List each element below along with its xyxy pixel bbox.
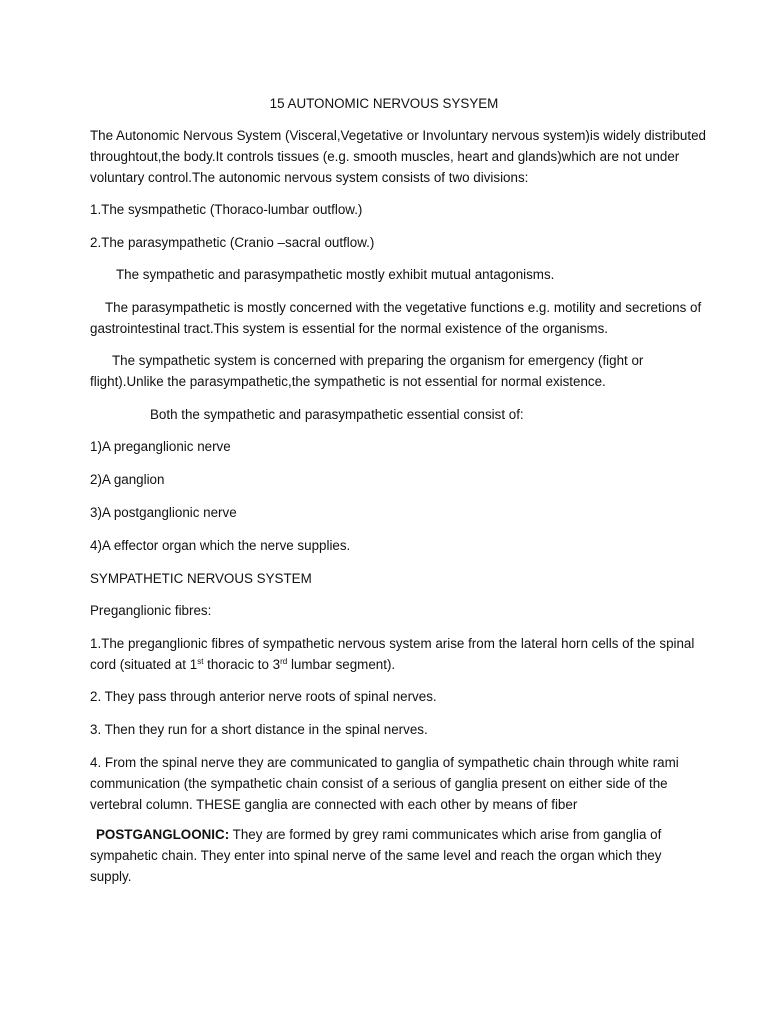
point-1-line-2: cord (situated at 1st thoracic to 3rd lumbar segment). <box>90 657 396 672</box>
division-1: 1.The sysmpathetic (Thoraco-lumbar outflow.) <box>90 202 363 217</box>
both-consist-text: Both the sympathetic and parasympathetic essential consist of: <box>150 407 524 422</box>
preganglionic-heading: Preganglionic fibres: <box>90 603 212 618</box>
point-3: 3. Then they run for a short distance in the spinal nerves. <box>90 722 428 737</box>
point-4-line-2: communication (the sympathetic chain consist of a serious of ganglia present on either side of the <box>90 776 668 791</box>
component-3: 3)A postganglionic nerve <box>90 505 237 520</box>
sympathetic-line-1: The sympathetic system is concerned with preparing the organism for emergency (fight or <box>112 353 644 368</box>
point-2: 2. They pass through anterior nerve roots of spinal nerves. <box>90 689 437 704</box>
parasympathetic-line-1: The parasympathetic is mostly concerned with the vegetative functions e.g. motility and secretions of <box>105 300 702 315</box>
component-1: 1)A preganglionic nerve <box>90 439 231 454</box>
division-2: 2.The parasympathetic (Cranio –sacral outflow.) <box>90 235 375 250</box>
point-4-line-3: vertebral column. THESE ganglia are connected with each other by means of fiber <box>90 797 578 812</box>
postganglionic-line-1: POSTGANGLOONIC: They are formed by grey rami communicates which arise from ganglia of <box>96 827 662 842</box>
antagonism-text: The sympathetic and parasympathetic mostly exhibit mutual antagonisms. <box>116 267 555 282</box>
point-4-line-1: 4. From the spinal nerve they are communicated to ganglia of sympathetic chain through white rami <box>90 755 679 770</box>
component-4: 4)A effector organ which the nerve supplies. <box>90 538 351 553</box>
postganglionic-line-2: sympahetic chain. They enter into spinal nerve of the same level and reach the organ which they <box>90 848 662 863</box>
page-title: 15 AUTONOMIC NERVOUS SYSYEM <box>269 96 499 111</box>
intro-line-3: voluntary control.The autonomic nervous system consists of two divisions: <box>90 170 529 185</box>
sympathetic-line-2: flight).Unlike the parasympathetic,the sympathetic is not essential for normal existence. <box>90 374 606 389</box>
intro-line-1: The Autonomic Nervous System (Visceral,Vegetative or Involuntary nervous system)is widely distributed <box>90 128 706 143</box>
component-2: 2)A ganglion <box>90 472 165 487</box>
postganglionic-label: POSTGANGLOONIC: <box>96 827 230 842</box>
intro-line-2: throughtout,the body.It controls tissues (e.g. smooth muscles, heart and glands)which are not under <box>90 149 680 164</box>
sns-heading: SYMPATHETIC NERVOUS SYSTEM <box>90 571 312 586</box>
parasympathetic-line-2: gastrointestinal tract.This system is essential for the normal existence of the organisms. <box>90 321 608 336</box>
postganglionic-line-3: supply. <box>90 869 132 884</box>
point-1-line-1: 1.The preganglionic fibres of sympathetic nervous system arise from the lateral horn cells of the spinal <box>90 636 695 651</box>
